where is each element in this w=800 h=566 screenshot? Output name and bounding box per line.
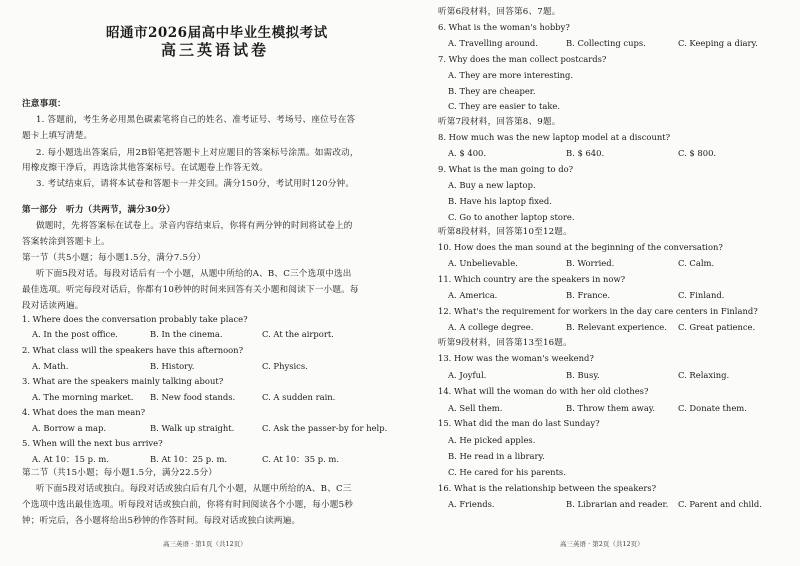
question-text: 6. What is the woman's hobby?	[438, 22, 570, 32]
notice-line: 1. 答题前，考生务必用黑色碳素笔将自己的姓名、准考证号、考场号、座位号在答	[36, 115, 356, 125]
option-c: C. Finland.	[678, 290, 725, 300]
page-footer: 高三英语 · 第1页（共12页）	[163, 540, 247, 548]
part1-heading: 第一部分 听力（共两节，满分30分）	[22, 205, 176, 215]
instruction-line: 答案转涂到答题卡上。	[22, 237, 110, 247]
option-c: C. Keeping a diary.	[678, 38, 758, 48]
option-a: A. He picked apples.	[448, 435, 536, 445]
notice-line: 2. 每小题选出答案后，用2B铅笔把答题卡上对应题目的答案标号涂黑。如需改动，	[36, 148, 359, 158]
question-text: 12. What's the requirement for workers in the day care centers in Finland?	[438, 306, 758, 316]
option-b: B. New food stands.	[150, 392, 236, 402]
question-text: 1. Where does the conversation probably take place?	[22, 314, 248, 324]
option-a: A. America.	[448, 290, 498, 300]
option-a: A. Joyful.	[448, 370, 487, 380]
option-b: B. In the cinema.	[150, 329, 223, 339]
option-c: C. Relaxing.	[678, 370, 730, 380]
instruction-line: 钟；听完后，各小题将给出5秒钟的作答时间。每段对话或独白读两遍。	[22, 516, 301, 526]
option-a: A. At 10：15 p. m.	[32, 454, 109, 464]
option-a: A. They are more interesting.	[448, 70, 574, 80]
option-a: A. The morning market.	[32, 392, 134, 402]
option-a: A. Travelling around.	[448, 38, 538, 48]
question-text: 11. Which country are the speakers in now?	[438, 274, 626, 284]
option-b: B. Walk up straight.	[150, 423, 235, 433]
notice-line: 用橡皮擦干净后，再选涂其他答案标号。在试题卷上作答无效。	[22, 163, 269, 173]
option-b: B. Relevant experience.	[566, 322, 667, 332]
exam-subtitle: 高三英语试卷	[161, 41, 270, 59]
option-c: C. They are easier to take.	[448, 101, 561, 111]
option-b: B. History.	[150, 361, 195, 371]
option-c: C. Calm.	[678, 258, 715, 268]
option-c: C. $ 800.	[678, 148, 717, 158]
option-a: A. Math.	[32, 361, 69, 371]
option-b: B. Librarian and reader.	[566, 499, 669, 509]
option-b: B. He read in a library.	[448, 451, 545, 461]
question-text: 16. What is the relationship between the speakers?	[438, 483, 657, 493]
option-b: B. Throw them away.	[566, 403, 656, 413]
instruction-line: 做题时，先将答案标在试卷上。录音内容结束后，你将有两分钟的时间将试卷上的	[36, 221, 353, 231]
option-a: A. Buy a new laptop.	[448, 180, 536, 190]
option-c: C. Parent and child.	[678, 499, 762, 509]
option-a: A. Friends.	[448, 499, 495, 509]
section2-heading: 第二节（共15小题；每小题1.5分，满分22.5分）	[22, 468, 218, 478]
question-text: 5. When will the next bus arrive?	[22, 438, 163, 448]
option-c: C. Go to another laptop store.	[448, 212, 575, 222]
question-text: 7. Why does the man collect postcards?	[438, 54, 607, 64]
question-text: 14. What will the woman do with her old clothes?	[438, 386, 649, 396]
option-a: A. Unbelievable.	[448, 258, 518, 268]
instruction-line: 段对话读两遍。	[22, 301, 84, 311]
instruction-line: 个选项中选出最佳选项。听每段对话或独白前，你将有时间阅读各个小题，每小题5秒	[22, 500, 354, 510]
material-heading: 听第9段材料，回答第13至16题。	[438, 338, 572, 348]
option-b: B. Busy.	[566, 370, 600, 380]
option-c: C. At 10：35 p. m.	[262, 454, 340, 464]
instruction-line: 最佳选项。听完每段对话后，你都有10秒钟的时间来回答有关小题和阅读下一小题。每	[22, 285, 359, 295]
option-b: B. France.	[566, 290, 610, 300]
option-a: A. In the post office.	[32, 329, 118, 339]
option-a: A. A college degree.	[448, 322, 534, 332]
question-text: 15. What did the man do last Sunday?	[438, 418, 600, 428]
question-text: 10. How does the man sound at the beginning of the conversation?	[438, 242, 723, 252]
question-text: 13. How was the woman's weekend?	[438, 353, 594, 363]
question-text: 9. What is the man going to do?	[438, 164, 574, 174]
exam-title: 昭通市2026届高中毕业生模拟考试	[106, 25, 328, 41]
option-c: C. He cared for his parents.	[448, 467, 566, 477]
question-text: 4. What does the man mean?	[22, 407, 146, 417]
right-page	[400, 0, 800, 566]
instruction-line: 听下面5段对话或独白。每段对话或独白后有几个小题，从题中所给的A、B、C三	[36, 484, 352, 494]
notice-heading: 注意事项：	[22, 99, 66, 109]
option-c: C. Ask the passer-by for help.	[262, 423, 388, 433]
section1-heading: 第一节（共5小题；每小题1.5分，满分7.5分）	[22, 253, 206, 263]
material-heading: 听第6段材料，回答第6、7题。	[438, 7, 561, 17]
option-b: B. They are cheaper.	[448, 86, 536, 96]
option-c: C. A sudden rain.	[262, 392, 336, 402]
option-b: B. Collecting cups.	[566, 38, 646, 48]
option-a: A. Borrow a map.	[32, 423, 107, 433]
notice-line: 3. 考试结束后，请将本试卷和答题卡一并交回。满分150分，考试用时120分钟。	[36, 179, 355, 189]
material-heading: 听第7段材料，回答第8、9题。	[438, 117, 561, 127]
option-b: B. Have his laptop fixed.	[448, 196, 552, 206]
option-c: C. Donate them.	[678, 403, 747, 413]
question-text: 8. How much was the new laptop model at a discount?	[438, 132, 671, 142]
question-text: 2. What class will the speakers have this afternoon?	[22, 345, 244, 355]
page-footer: 高三英语 · 第2页（共12页）	[560, 540, 644, 548]
option-a: A. Sell them.	[448, 403, 503, 413]
material-heading: 听第8段材料，回答第10至12题。	[438, 227, 572, 237]
question-text: 3. What are the speakers mainly talking about?	[22, 376, 224, 386]
option-c: C. Physics.	[262, 361, 308, 371]
notice-line: 题卡上填写清楚。	[22, 131, 93, 141]
option-b: B. $ 640.	[566, 148, 605, 158]
option-b: B. Worried.	[566, 258, 615, 268]
option-a: A. $ 400.	[448, 148, 487, 158]
option-b: B. At 10：25 p. m.	[150, 454, 228, 464]
option-c: C. Great patience.	[678, 322, 756, 332]
option-c: C. At the airport.	[262, 329, 334, 339]
instruction-line: 听下面5段对话。每段对话后有一个小题，从题中所给的A、B、C三个选项中选出	[36, 269, 352, 279]
